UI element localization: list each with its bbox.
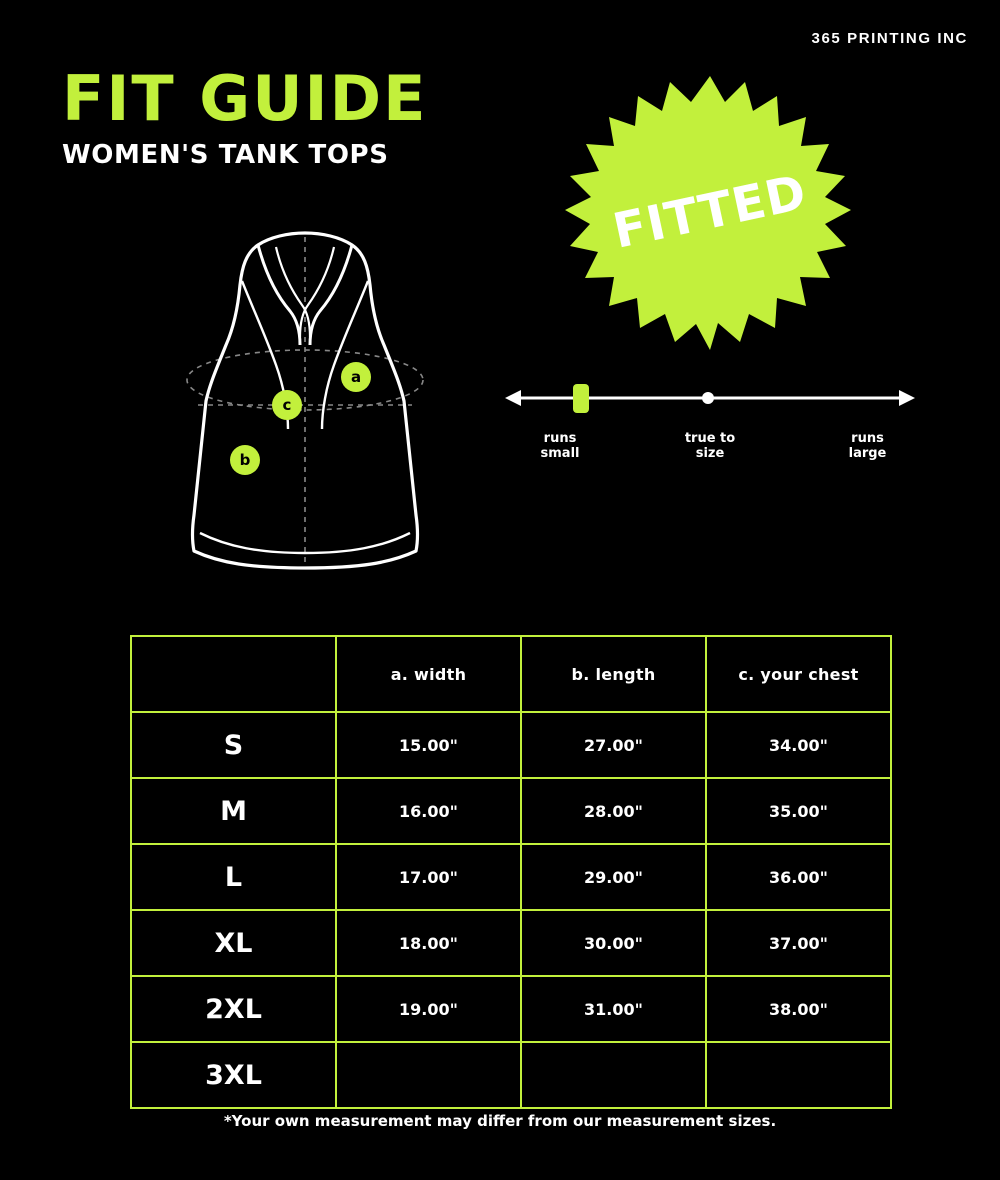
cell-chest: 37.00" <box>706 910 891 976</box>
starburst-shape <box>565 72 855 352</box>
scale-label-runs-large <box>820 432 915 462</box>
table-header-row <box>131 636 891 712</box>
cell-chest: 36.00" <box>706 844 891 910</box>
cell-size: L <box>131 844 336 910</box>
cell-width <box>336 1042 521 1108</box>
scale-label-runs-large-line2: large <box>848 445 887 461</box>
scale-marker <box>573 384 589 413</box>
fitted-badge-label: FITTED <box>608 164 812 260</box>
cell-size: 3XL <box>131 1042 336 1108</box>
page-title: FIT GUIDE <box>62 62 428 135</box>
title-block <box>62 62 428 170</box>
cell-size: 2XL <box>131 976 336 1042</box>
fit-scale <box>505 370 915 470</box>
cell-length: 29.00" <box>521 844 706 910</box>
scale-label-true-line1: true to <box>684 431 736 446</box>
scale-center-dot <box>702 392 714 404</box>
header-cell-blank <box>131 636 336 712</box>
scale-right-arrow <box>899 390 915 406</box>
cell-size: M <box>131 778 336 844</box>
marker-b: b <box>230 445 260 475</box>
table-row <box>131 778 891 844</box>
header-cell-length: b. length <box>521 636 706 712</box>
scale-left-arrow <box>505 390 521 406</box>
scale-label-runs-small-line1: runs <box>543 431 577 446</box>
scale-label-runs-small <box>505 432 615 462</box>
size-chart-table <box>130 635 892 1109</box>
cell-length: 27.00" <box>521 712 706 778</box>
table-body <box>131 712 891 1108</box>
fit-scale-axis <box>505 370 915 430</box>
marker-c: c <box>272 390 302 420</box>
cell-length: 30.00" <box>521 910 706 976</box>
table-header <box>131 636 891 712</box>
cell-chest: 35.00" <box>706 778 891 844</box>
cell-chest <box>706 1042 891 1108</box>
cell-width: 15.00" <box>336 712 521 778</box>
cell-width: 16.00" <box>336 778 521 844</box>
header-cell-chest: c. your chest <box>706 636 891 712</box>
cell-width: 18.00" <box>336 910 521 976</box>
cell-length <box>521 1042 706 1108</box>
cell-size: XL <box>131 910 336 976</box>
marker-a: a <box>341 362 371 392</box>
brand-name: 365 PRINTING INC <box>811 30 968 47</box>
table-row <box>131 712 891 778</box>
scale-label-runs-large-line1: runs <box>851 431 884 446</box>
page-subtitle: WOMEN'S TANK TOPS <box>62 140 389 170</box>
table-row <box>131 976 891 1042</box>
cell-length: 31.00" <box>521 976 706 1042</box>
cell-width: 17.00" <box>336 844 521 910</box>
cell-length: 28.00" <box>521 778 706 844</box>
cell-chest: 34.00" <box>706 712 891 778</box>
tank-top-svg <box>150 215 460 595</box>
header-cell-width: a. width <box>336 636 521 712</box>
scale-label-true-line2: size <box>695 445 725 461</box>
table-row <box>131 1042 891 1108</box>
fitted-badge <box>565 72 855 352</box>
scale-label-runs-small-line2: small <box>540 445 580 461</box>
cell-width: 19.00" <box>336 976 521 1042</box>
cell-size: S <box>131 712 336 778</box>
table-row <box>131 844 891 910</box>
footnote: *Your own measurement may differ from our measurement sizes. <box>223 1112 777 1130</box>
table-row <box>131 910 891 976</box>
cell-chest: 38.00" <box>706 976 891 1042</box>
tank-top-illustration <box>150 215 460 595</box>
scale-label-true-to-size <box>650 432 770 462</box>
